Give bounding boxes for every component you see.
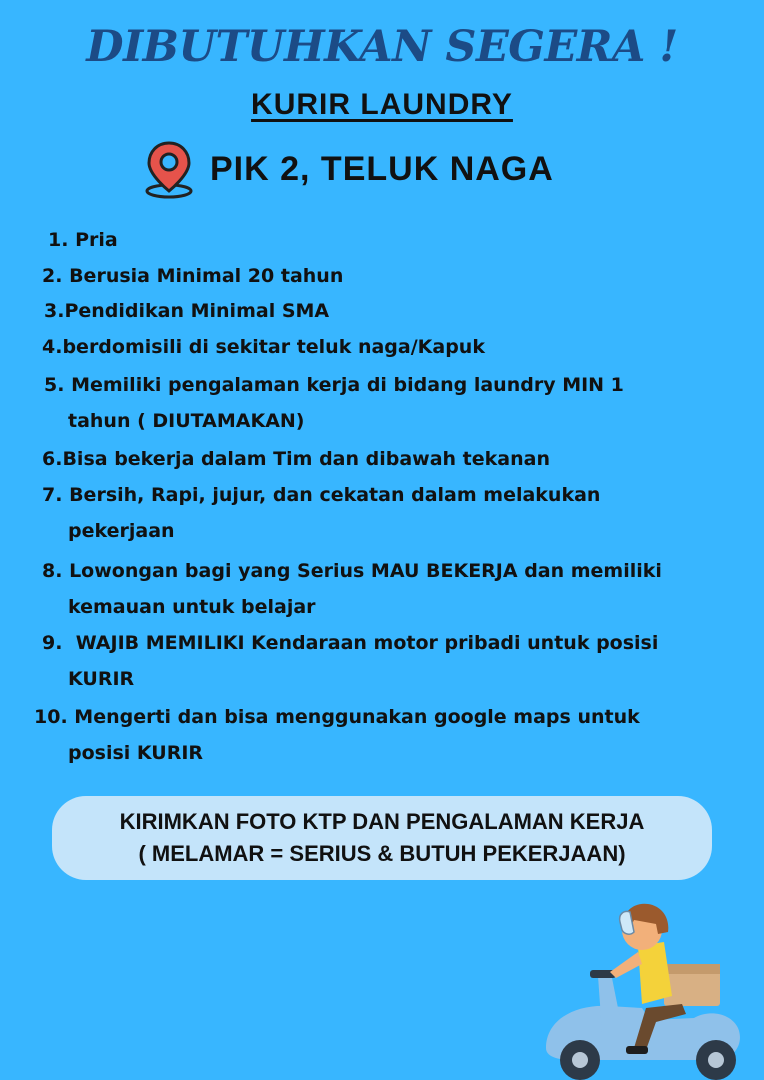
courier-scooter-icon <box>538 900 764 1080</box>
list-item: 9. WAJIB MEMILIKI Kendaraan motor pribadi untuk posisi KURIR <box>42 632 659 690</box>
location <box>142 138 554 200</box>
cta-line-1: KIRIMKAN FOTO KTP DAN PENGALAMAN KERJA <box>119 809 645 834</box>
location-text: PIK 2, TELUK NAGA <box>210 149 554 188</box>
subtitle-text: KURIR LAUNDRY <box>251 88 513 121</box>
list-item: 6.Bisa bekerja dalam Tim dan dibawah tekanan <box>42 448 550 470</box>
list-item: 7. Bersih, Rapi, jujur, dan cekatan dalam melakukan pekerjaan <box>42 484 601 542</box>
list-item: 5. Memiliki pengalaman kerja di bidang laundry MIN 1 tahun ( DIUTAMAKAN) <box>44 374 624 432</box>
list-item: 3.Pendidikan Minimal SMA <box>44 300 330 322</box>
cta-line-2: ( MELAMAR = SERIUS & BUTUH PEKERJAAN) <box>138 841 626 866</box>
headline: DIBUTUHKAN SEGERA ! <box>86 22 678 72</box>
list-item: 10. Mengerti dan bisa menggunakan google maps untuk posisi KURIR <box>34 706 640 764</box>
list-item: 4.berdomisili di sekitar teluk naga/Kapuk <box>42 336 485 358</box>
location-pin-icon <box>142 139 196 199</box>
subtitle <box>0 88 764 122</box>
list-item: 8. Lowongan bagi yang Serius MAU BEKERJA dan memiliki kemauan untuk belajar <box>42 560 662 618</box>
list-item: 1. Pria <box>48 229 118 251</box>
cta-box <box>52 796 712 880</box>
list-item: 2. Berusia Minimal 20 tahun <box>42 265 344 287</box>
